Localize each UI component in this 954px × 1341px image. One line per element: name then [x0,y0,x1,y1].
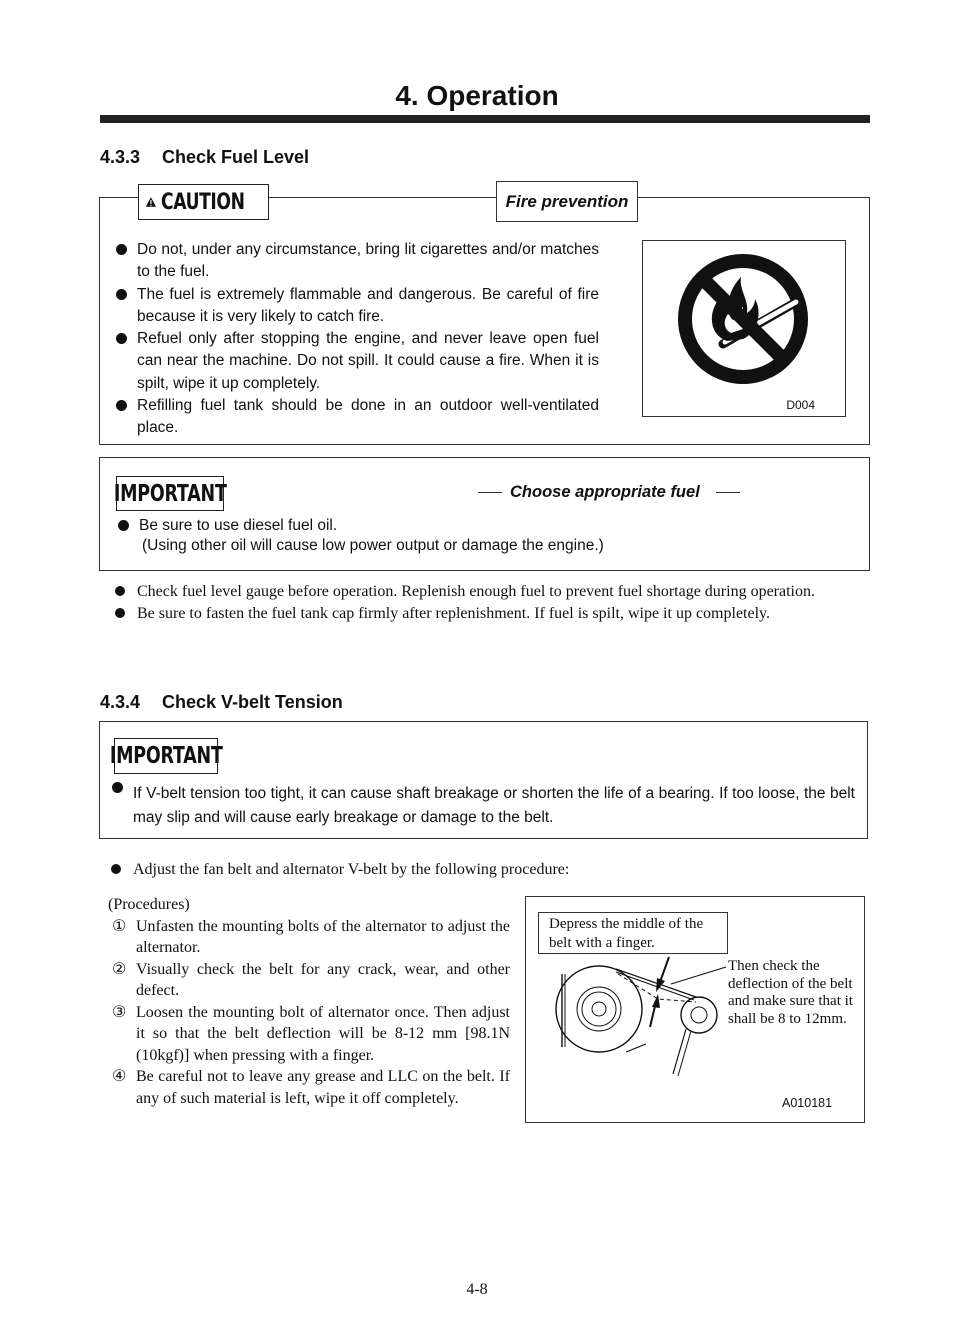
caution-item: The fuel is extremely flammable and dangerous. Be careful of fire because it is very likely to catch fire. [113,284,599,329]
warning-triangle-icon [145,188,157,216]
figure-side-note: Then check the deflection of the belt and make sure that it shall be 8 to 12mm. [728,958,853,1027]
important-vbelt-item: If V-belt tension too tight, it can cause shaft breakage or shorten the life of a bearing. If too loose, the belt may slip and will cause early breakage or damage to the belt. [109,782,855,830]
fuel-note: Check fuel level gauge before operation. Replenish enough fuel to prevent fuel shortage during operation. [113,581,858,603]
section-title: Check V-belt Tension [162,692,343,712]
important-label: IMPORTANT [116,476,224,511]
figure-code: A010181 [782,1096,833,1110]
no-open-flame-icon [673,249,813,389]
step-text: Loosen the mounting bolt of alternator once. Then adjust it so that the belt deflection will be 8-12 mm [98.1N (10kgf)] when pressing with a finger. [136,1003,510,1064]
dash-left [478,492,502,493]
page-number: 4-8 [466,1281,488,1298]
belt-figure [525,896,865,1123]
important-label: IMPORTANT [114,738,218,774]
step-number: ② [112,960,127,978]
belt-diagram [546,952,736,1082]
procedure-step [108,1002,510,1067]
vbelt-note [109,859,854,881]
title-rule [100,115,870,123]
caution-list [113,239,599,440]
fuel-notes [113,581,858,625]
page-title: 4. Operation [395,80,559,111]
step-text: Unfasten the mounting bolts of the alternator to adjust the alternator. [136,917,510,956]
fuel-topic-text: Choose appropriate fuel [510,483,700,501]
figure-callout: Depress the middle of the belt with a finger. [538,912,728,954]
procedures-heading: (Procedures) [108,896,190,913]
caution-item: Refilling fuel tank should be done in an outdoor well-ventilated place. [113,395,599,440]
step-number: ③ [112,1003,127,1021]
figure-code: D004 [786,398,815,412]
important-fuel-list [115,515,815,537]
section-number: 4.3.3 [100,147,141,167]
step-text: Be careful not to leave any grease and LLC on the belt. If any of such material is left, wipe it off completely. [136,1068,510,1107]
important-fuel-item: Be sure to use diesel fuel oil. [115,515,815,537]
important-fuel-note: (Using other oil will cause low power output or damage the engine.) [142,537,604,554]
fuel-note: Be sure to fasten the fuel tank cap firmly after replenishment. If fuel is spilt, wipe it up completely. [113,603,858,625]
caution-item: Do not, under any circumstance, bring lit cigarettes and/or matches to the fuel. [113,239,599,284]
dash-right [716,492,740,493]
procedure-step [108,959,510,1002]
vbelt-note-item: Adjust the fan belt and alternator V-belt by the following procedure: [109,859,854,881]
fire-prevention-label: Fire prevention [496,181,638,222]
step-text: Visually check the belt for any crack, wear, and other defect. [136,960,510,999]
no-flame-figure [642,240,846,417]
section-number: 4.3.4 [100,692,141,712]
section-title: Check Fuel Level [162,147,310,167]
procedure-step [108,1066,510,1109]
step-number: ① [112,917,127,935]
caution-item: Refuel only after stopping the engine, and never leave open fuel can near the machine. Do not spill. It could cause a fire. When it is spilt, wipe it up completely. [113,328,599,395]
caution-text: CAUTION [160,189,245,215]
step-number: ④ [112,1068,127,1085]
caution-label [138,184,269,220]
important-vbelt-list [109,782,855,830]
procedures [108,894,510,1109]
section-heading-4-3-3 [100,147,309,168]
procedure-step [108,916,510,959]
section-heading-4-3-4 [100,692,343,713]
fuel-topic [478,483,740,502]
